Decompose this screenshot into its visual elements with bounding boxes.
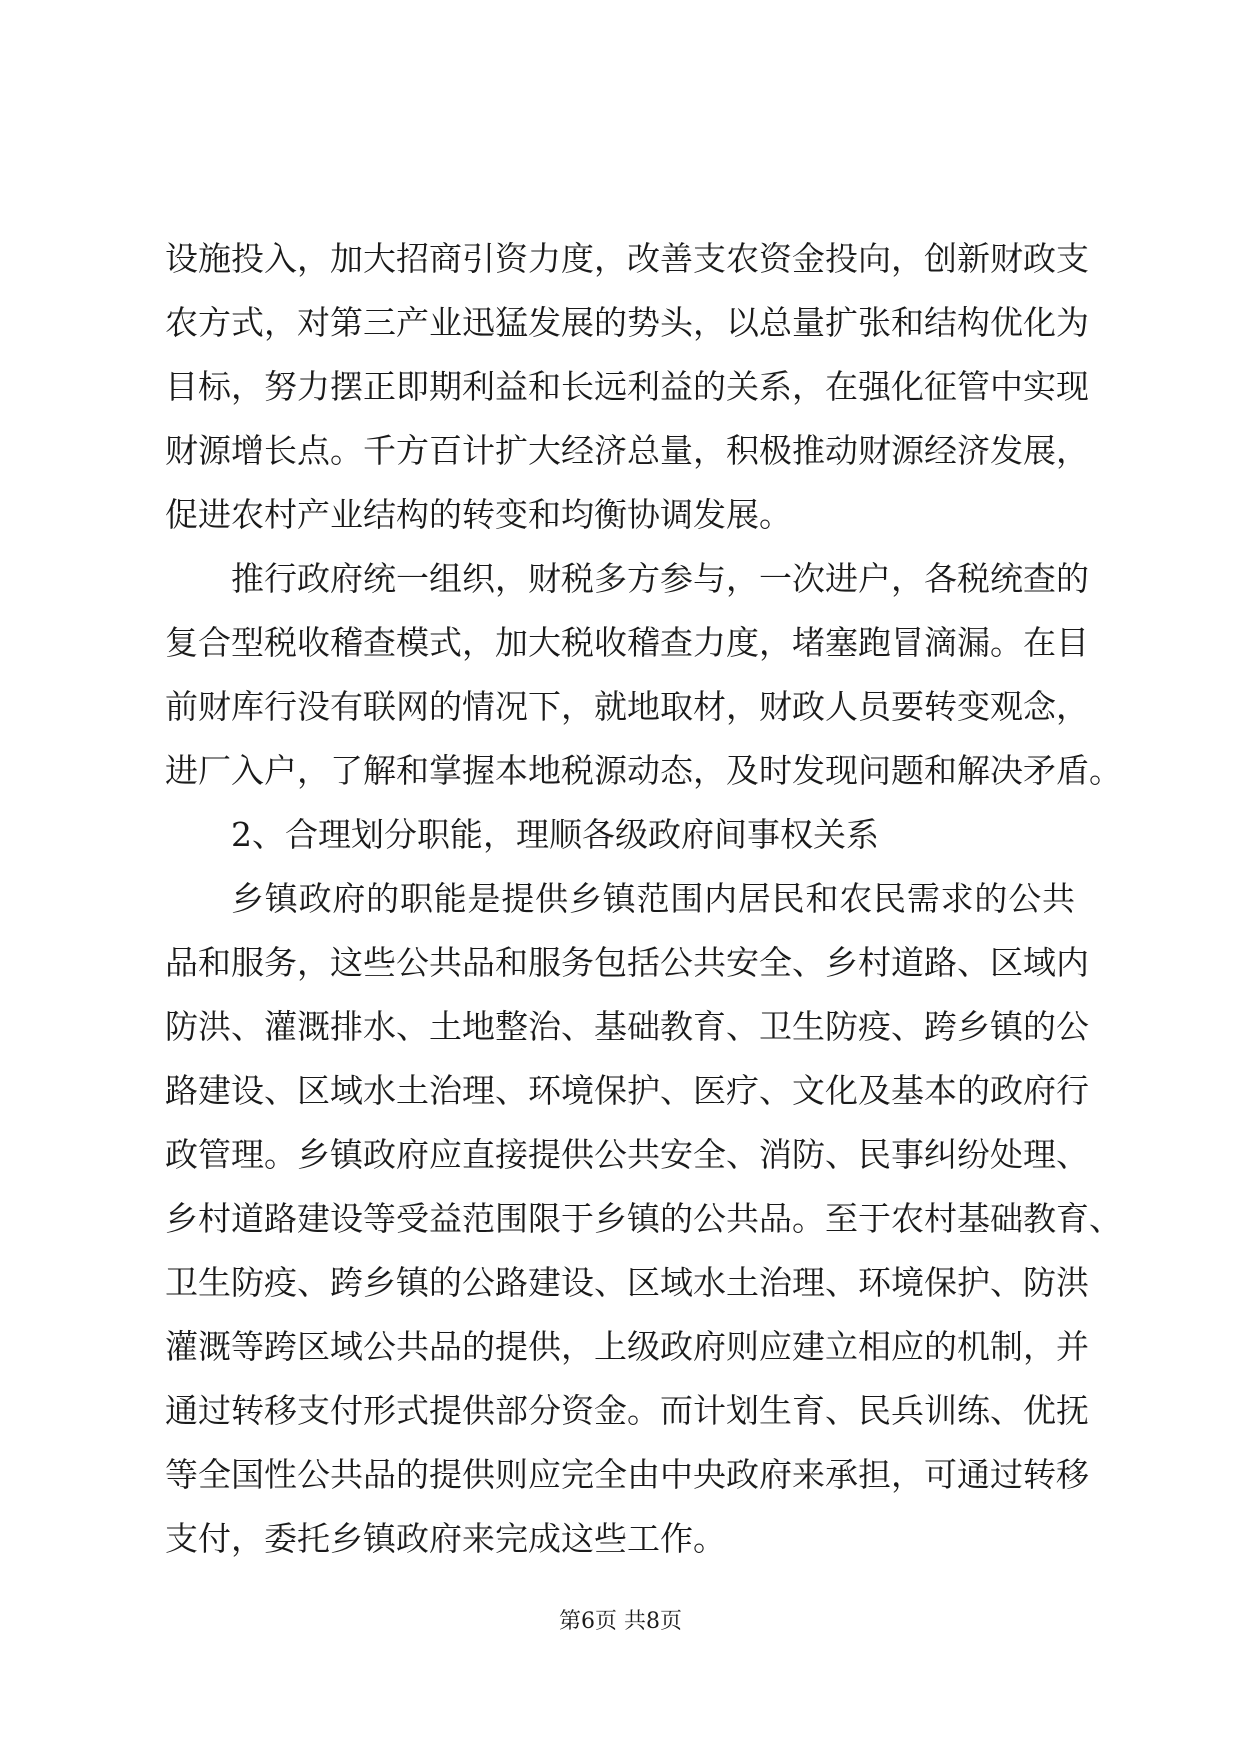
- body-line: 路建设、区域水土治理、环境保护、医疗、文化及基本的政府行: [165, 1071, 1089, 1110]
- section-heading: 2、合理划分职能，理顺各级政府间事权关系: [231, 815, 879, 854]
- body-line: 通过转移支付形式提供部分资金。而计划生育、民兵训练、优抚: [165, 1391, 1089, 1430]
- body-line: 政管理。乡镇政府应直接提供公共安全、消防、民事纠纷处理、: [165, 1135, 1089, 1174]
- body-line: 目标，努力摆正即期利益和长远利益的关系，在强化征管中实现: [165, 367, 1089, 406]
- body-line: 灌溉等跨区域公共品的提供，上级政府则应建立相应的机制，并: [165, 1327, 1089, 1366]
- body-line: 等全国性公共品的提供则应完全由中央政府来承担，可通过转移: [165, 1455, 1089, 1494]
- body-line: 设施投入，加大招商引资力度，改善支农资金投向，创新财政支: [165, 239, 1089, 278]
- body-line: 促进农村产业结构的转变和均衡协调发展。: [165, 495, 792, 534]
- paragraph-first-line: 乡镇政府的职能是提供乡镇范围内居民和农民需求的公共: [231, 879, 1075, 918]
- body-line: 防洪、灌溉排水、土地整治、基础教育、卫生防疫、跨乡镇的公: [165, 1007, 1089, 1046]
- document-body: [165, 227, 1122, 1571]
- body-line: 前财库行没有联网的情况下，就地取材，财政人员要转变观念，: [165, 687, 1089, 726]
- paragraph-first-line: 推行政府统一组织，财税多方参与，一次进户，各税统查的: [231, 559, 1089, 598]
- page-number-footer: 第6页 共8页: [559, 1609, 682, 1634]
- body-line: 财源增长点。千方百计扩大经济总量，积极推动财源经济发展，: [165, 431, 1089, 470]
- body-line: 进厂入户，了解和掌握本地税源动态，及时发现问题和解决矛盾。: [165, 751, 1122, 790]
- body-line: 支付，委托乡镇政府来完成这些工作。: [165, 1519, 726, 1558]
- body-line: 农方式，对第三产业迅猛发展的势头，以总量扩张和结构优化为: [165, 303, 1089, 342]
- body-line: 品和服务，这些公共品和服务包括公共安全、乡村道路、区域内: [165, 943, 1089, 982]
- body-line: 卫生防疫、跨乡镇的公路建设、区域水土治理、环境保护、防洪: [165, 1263, 1089, 1302]
- body-line: 乡村道路建设等受益范围限于乡镇的公共品。至于农村基础教育、: [165, 1199, 1122, 1238]
- body-line: 复合型税收稽查模式，加大税收稽查力度，堵塞跑冒滴漏。在目: [165, 623, 1089, 662]
